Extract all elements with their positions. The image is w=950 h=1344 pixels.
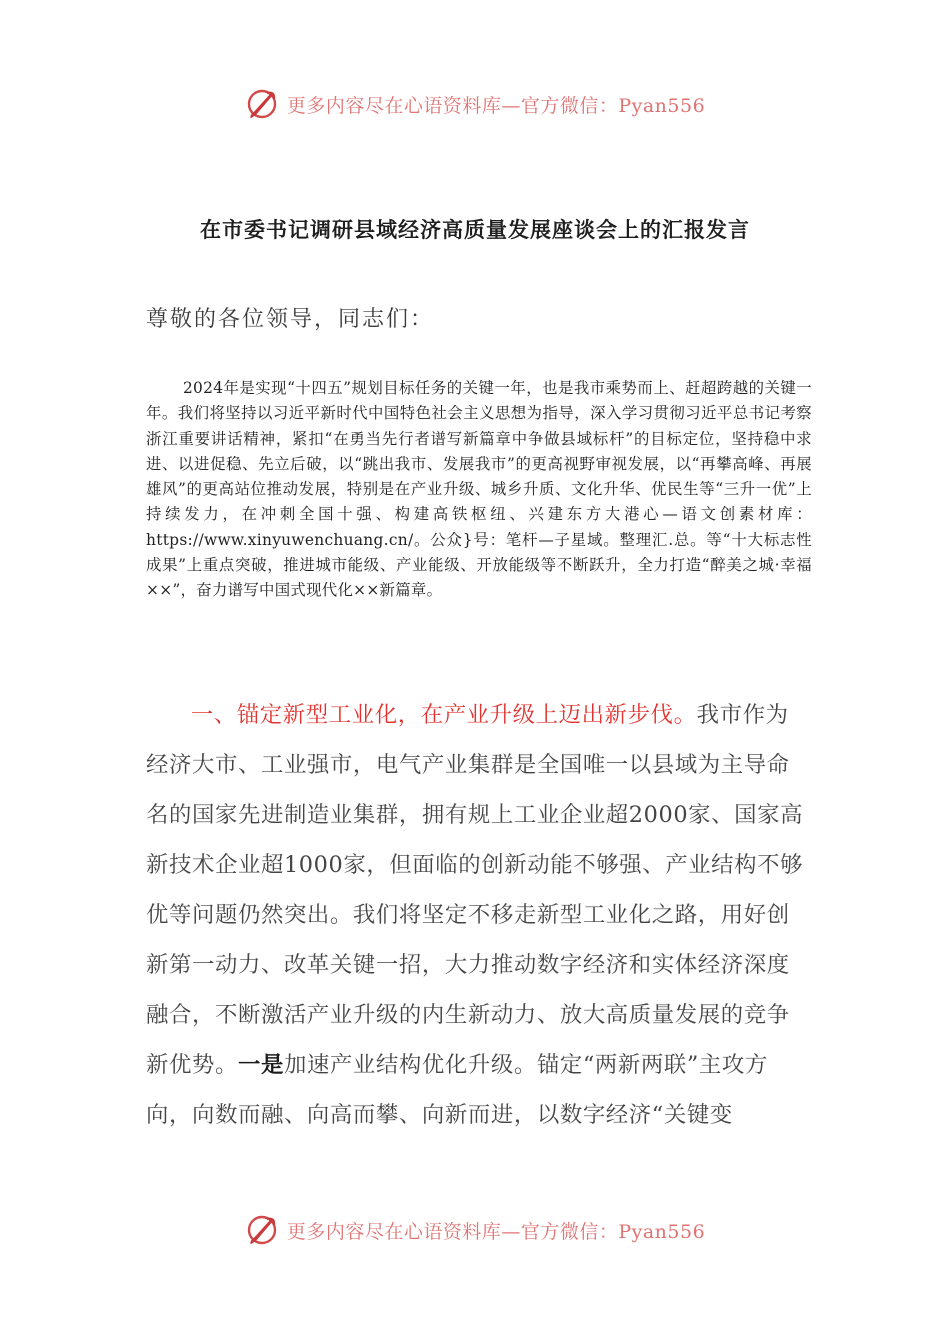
quill-logo-icon (245, 87, 279, 121)
banner-dash: — (501, 94, 521, 117)
header-banner (0, 84, 950, 124)
banner-dash: — (501, 1220, 521, 1243)
banner-text (287, 91, 705, 118)
point-1-label: 一是 (237, 1052, 284, 1078)
section-1-paragraph (146, 690, 806, 1140)
banner-text (287, 1217, 705, 1244)
document-title: 在市委书记调研县域经济高质量发展座谈会上的汇报发言 (200, 217, 750, 242)
banner-main-text: 更多内容尽在心语资料库 (286, 1220, 502, 1243)
section-1-body: 我市作为经济大市、工业强市，电气产业集群是全国唯一以县域为主导命名的国家先进制造业集群，拥有规上工业企业超2000家、国家高新技术企业超1000家，但面临的创新动能不够强、产业结构不够优等问题仍然突出。我们将坚定不移走新型工业化之路，用好创新第一动力、改革关键一招，大力推动数字经济和实体经济深度融合，不断激活产业升级的内生新动力、放大高质量发展的竞争新优势。 (146, 702, 804, 1078)
footer-banner (0, 1210, 950, 1250)
banner-main-text: 更多内容尽在心语资料库 (286, 94, 502, 117)
salutation: 尊敬的各位领导，同志们： (146, 307, 435, 332)
quill-logo-icon (245, 1213, 279, 1247)
section-1-heading: 一、锚定新型工业化，在产业升级上迈出新步伐。 (190, 702, 697, 728)
banner-sub-text: 官方微信：Pyan556 (520, 94, 706, 117)
banner-sub-text: 官方微信：Pyan556 (520, 1220, 706, 1243)
intro-paragraph: 2024年是实现“十四五”规划目标任务的关键一年，也是我市乘势而上、赶超跨越的关键一年。我们将坚持以习近平新时代中国特色社会主义思想为指导，深入学习贯彻习近平总书记考察浙江重要讲话精神，紧扣“在勇当先行者谱写新篇章中争做县域标杆”的目标定位，坚持稳中求进、以进促稳、先立后破，以“跳出我市、发展我市”的更高视野审视发展，以“再攀高峰、再展雄风”的更高站位推动发展，特别是在产业升级、城乡升质、文化升华、优民生等“三升一优”上持续发力，在冲刺全国十强、构建高铁枢纽、兴建东方大港心—语文创素材库：https://www.xinyuwenchuang.cn/。公众}号：笔杆—子星域。整理汇.总。等“十大标志性成果”上重点突破，推进城市能级、产业能级、开放能级等不断跃升，全力打造“醉美之城·幸福××”，奋力谱写中国式现代化××新篇章。 (146, 379, 812, 600)
point-1-body: 加速产业结构优化升级。锚定“两新两联”主攻方向，向数而融、向高而攀、向新而进，以数字经济“关键变 (146, 1052, 768, 1128)
